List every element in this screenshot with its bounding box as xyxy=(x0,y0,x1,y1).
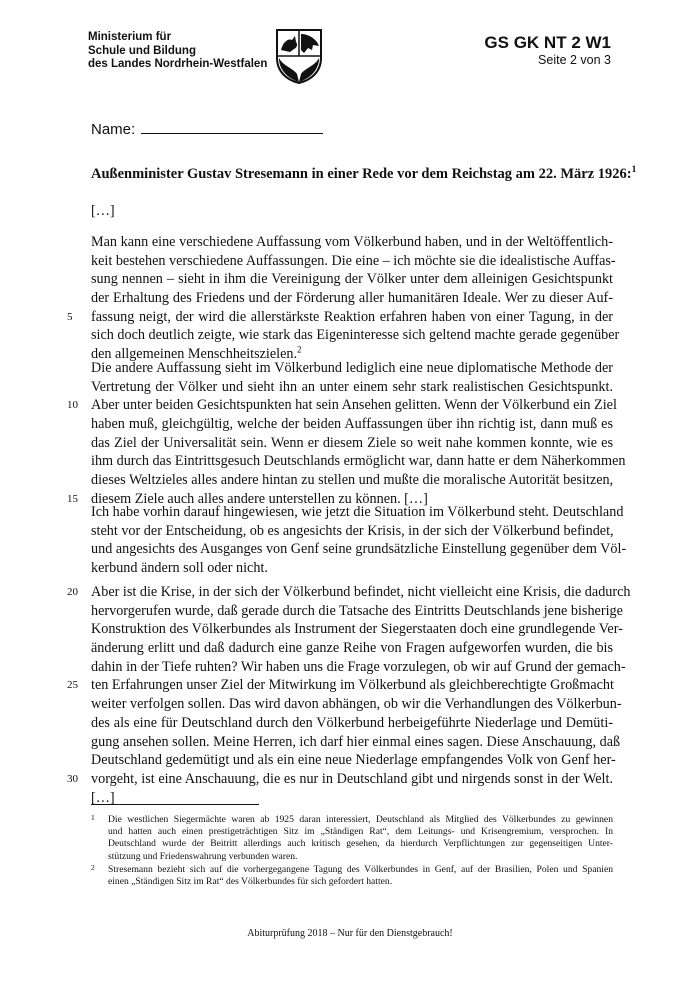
text-line: 15 diesem Ziele auch alles andere unterstellen zu können. […] xyxy=(67,490,428,507)
text-line: dahin in der Tiefe ruhten? Wir haben uns die Frage vorzulegen, ob wir auf Grund der gemach- xyxy=(91,658,626,675)
ministry-line: Ministerium für xyxy=(88,31,172,43)
footnote-separator xyxy=(91,804,259,805)
text-line: gung ansehen sollen. Meine Herren, ich darf hier einmal eines sagen. Diese Anschauung, daß xyxy=(91,733,621,750)
text-line: 30 vorgeht, ist eine Anschauung, die es nur in Deutschland gibt und nirgends sonst in der Welt. xyxy=(67,770,613,787)
text-line: das Ziel der Universalität sein. Wenn er diesem Ziele so weit nahe kommen konnte, wie es xyxy=(91,434,613,451)
footnote-ref: 1 xyxy=(631,165,637,175)
text-ellipsis xyxy=(91,202,613,221)
text-line: änderung erlitt und daß dadurch eine ganze Reihe von Fragen aufgeworfen wurden, die bis xyxy=(91,640,613,657)
footnote-line: einen „Ständigen Sitz im Rat“ des Völkerbundes für sich gefordert hatten. xyxy=(108,876,393,888)
text-line: […] xyxy=(91,203,115,219)
footnote-1 xyxy=(91,814,613,863)
line-number: 30 xyxy=(67,772,78,785)
text-line: hervorgerufen wurde, daß gerade durch die Tatsache des Eintritts Deutschlands jene bisherige xyxy=(91,602,623,619)
name-field[interactable] xyxy=(91,119,323,138)
line-number: 5 xyxy=(67,310,73,323)
text-line: weiter verfolgen sollen. Das wird davon abhängen, ob wir die Verhandlungen des Völkerbun- xyxy=(91,696,622,713)
line-number: 25 xyxy=(67,679,78,692)
text-line: Man kann eine verschiedene Auffassung vom Völkerbund haben, und in der Weltöffentlich- xyxy=(91,234,613,250)
text-line: sung nennen – sieht in ihm die Vereinigung der Völker unter dem alleinigen Gesichtspunkt xyxy=(91,271,613,288)
footnote-line: Die westlichen Siegermächte waren ab 1925 daran interessiert, Deutschland als Mitglied des Völkerbundes zu gewinnen xyxy=(108,814,613,825)
text-line: den allgemeinen Menschheitszielen.$^2$ xyxy=(91,344,302,363)
text-line: 20 Aber ist die Krise, in der sich der Völkerbund befindet, nicht vielleicht eine Krisis, die dadurch xyxy=(67,584,631,600)
exam-code: GS GK NT 2 W1 xyxy=(484,33,611,52)
source-title-text: Außenminister Gustav Stresemann in einer Rede vor dem Reichstag am 22. März 1926: xyxy=(91,165,632,182)
text-line: […] xyxy=(91,789,115,806)
text-line: Die andere Auffassung sieht im Völkerbund lediglich eine neue diplomatische Methode der xyxy=(91,360,613,376)
page-footer: Abiturprüfung 2018 – Nur für den Dienstgebrauch! xyxy=(247,928,453,939)
text-line: 5 fassung neigt, der wird die allerstärkste Reaktion erfahren haben von einer Tagung, in der xyxy=(67,308,613,325)
line-number: 10 xyxy=(67,399,78,412)
text-line: und angesichts des Ausganges von Genf seine grundsätzliche Einstellung gegenüber dem Völ- xyxy=(91,541,627,558)
page-info: Seite 2 von 3 xyxy=(538,53,611,67)
text-line: Deutschland gedemütigt und als ein eine neue Niederlage empfangendes Volk von Genf her- xyxy=(91,752,616,769)
text-line: keit bestehen verschiedene Auffassungen. Die eine – ich möchte sie die idealistische Auffas- xyxy=(91,252,616,269)
text-line: Konstruktion des Völkerbundes als Instrument der Siegerstaaten doch eine grundlegende Ver- xyxy=(91,621,623,638)
text-line: steht vor der Entscheidung, ob es angesichts der Krisis, in der sich der Völkerbund befindet, xyxy=(91,522,614,539)
text-line: 25 ten Erfahrungen unser Ziel der Mitwirkung im Völkerbund als gleichberechtigte Großmacht xyxy=(67,677,614,694)
text-line: haben muß, gleichgültig, welche der beiden Auffassungen über ihn richtig ist, dann muß es xyxy=(91,416,613,433)
source-title xyxy=(91,165,636,183)
text-line: ihm durch das Eintrittsgesuch Deutschlands ermöglicht war, dann hatte er dem Näherkommen xyxy=(91,453,626,470)
text-line: des als eine für Deutschland durch den Völkerbund herbeigeführte Niederlage und Demüti- xyxy=(91,714,613,731)
text-line: dieses Weltzieles alles andere hintan zu stellen und mußte die moralische Autorität besitzen, xyxy=(91,472,614,489)
footnote-line: stützung und Friedenswahrung verbunden waren. xyxy=(108,850,298,862)
name-blank-line[interactable] xyxy=(141,119,323,134)
paragraph-4 xyxy=(67,583,631,807)
line-number: 20 xyxy=(67,586,78,598)
text-line: kerbund ändern soll oder nicht. xyxy=(91,560,268,577)
footnote-number: 2 xyxy=(91,863,95,872)
footnote-line: Deutschland wurde der Beitritt allerdings auch kritisch gesehen, da hierdurch Verpflichtungen zur gegenseitigen Unter- xyxy=(108,838,613,850)
ministry-line: Schule und Bildung xyxy=(88,44,196,57)
footnote-line: und hatten auch einen prestigeträchtigen Sitz im „Ständigen Rat“, dem Leitungs- und Krisengremium, versprochen. In xyxy=(108,826,613,838)
text-line: sich doch deutlich zeigte, wie stark das Eigeninteresse sich geltend machte gerade gegenüber xyxy=(91,327,620,344)
paragraph-1 xyxy=(67,233,620,364)
paragraph-3 xyxy=(91,503,627,578)
paragraph-2 xyxy=(67,359,626,509)
name-label: Name: xyxy=(91,121,136,138)
footnote-2 xyxy=(91,864,613,888)
text-line: Ich habe vorhin darauf hingewiesen, wie jetzt die Situation im Völkerbund steht. Deutschland xyxy=(91,504,624,520)
text-line: Vertretung der Völker und sieht ihn an unter einem sehr stark realistischen Gesichtspunkt. xyxy=(91,378,613,395)
footnote-number: 1 xyxy=(91,813,95,822)
text-line: 10 Aber unter beiden Gesichtspunkten hat sein Ansehen gelitten. Wenn der Völkerbund ein Ziel xyxy=(67,397,617,414)
ministry-line: des Landes Nordrhein-Westfalen xyxy=(88,58,268,70)
ministry-name xyxy=(88,31,267,72)
nrw-coat-of-arms-icon xyxy=(275,28,323,84)
text-line: der Erhaltung des Friedens und der Förderung aller humanitären Ideale. Wer zu dieser Auf- xyxy=(91,290,613,307)
line-number: 15 xyxy=(67,492,78,505)
footnote-ref: 2 xyxy=(297,344,302,355)
footnote-line: Stresemann bezieht sich auf die vorhergegangene Tagung des Völkerbundes in Genf, auf der Brasilien, Polen und Spanien xyxy=(108,864,613,875)
